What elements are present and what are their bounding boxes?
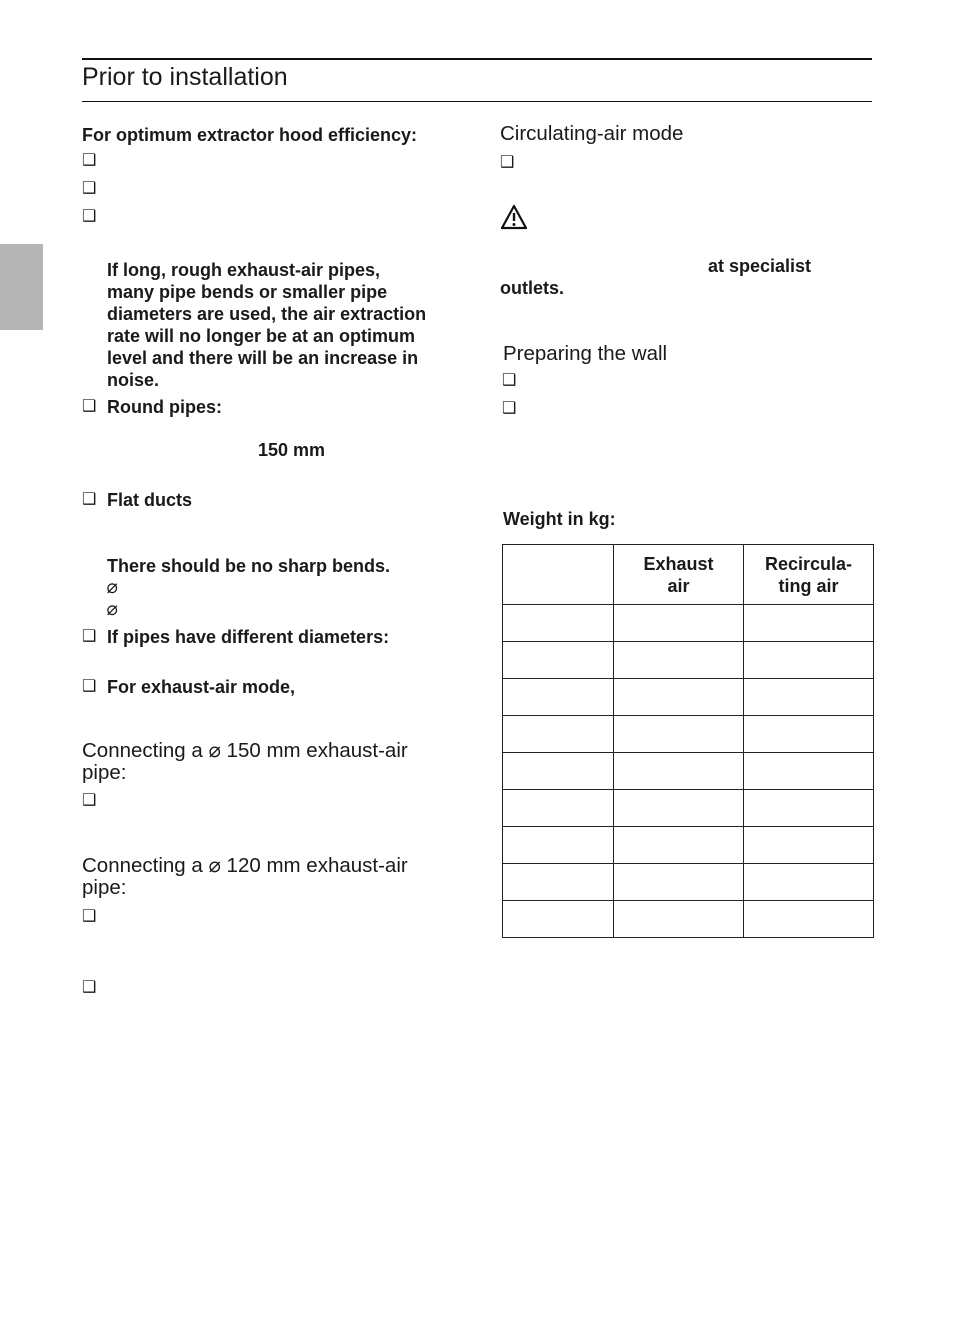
table-cell bbox=[503, 642, 614, 679]
table-header-blank bbox=[503, 545, 614, 605]
table-row bbox=[503, 901, 874, 938]
table-row bbox=[503, 753, 874, 790]
diameter-symbol: ⌀ bbox=[106, 577, 118, 598]
table-cell bbox=[744, 753, 874, 790]
heading-line: Connecting a ⌀ 120 mm exhaust-air bbox=[82, 854, 408, 877]
paragraph-line: If long, rough exhaust-air pipes, bbox=[107, 260, 381, 280]
table-cell bbox=[503, 864, 614, 901]
header-line: air bbox=[667, 575, 690, 596]
table-cell bbox=[614, 864, 744, 901]
checkbox-icon: ❑ bbox=[82, 908, 97, 925]
table-cell bbox=[744, 864, 874, 901]
table-cell bbox=[614, 605, 744, 642]
table-cell bbox=[744, 790, 874, 827]
outlets-text: outlets. bbox=[500, 278, 565, 298]
heading-line: pipe: bbox=[82, 761, 127, 784]
table-row bbox=[503, 827, 874, 864]
checkbox-icon: ❑ bbox=[82, 491, 97, 508]
heading-line: pipe: bbox=[82, 876, 127, 899]
table-row bbox=[503, 790, 874, 827]
checkbox-icon: ❑ bbox=[82, 152, 97, 169]
no-sharp-bends-text: There should be no sharp bends. bbox=[107, 556, 391, 576]
table-cell bbox=[744, 827, 874, 864]
header-line: Recircula- bbox=[764, 553, 853, 574]
table-cell bbox=[614, 642, 744, 679]
round-pipes-label: Round pipes: bbox=[107, 397, 222, 417]
table-row bbox=[503, 605, 874, 642]
heading-preparing-wall: Preparing the wall bbox=[503, 342, 668, 365]
checkbox-icon: ❑ bbox=[82, 979, 97, 996]
paragraph-line: noise. bbox=[107, 370, 160, 390]
intro-text: For optimum extractor hood efficiency: bbox=[82, 125, 418, 145]
table-cell bbox=[503, 605, 614, 642]
exhaust-mode-text: For exhaust-air mode, bbox=[107, 677, 296, 697]
table-header-exhaust bbox=[614, 545, 744, 605]
table-cell bbox=[744, 716, 874, 753]
heading-connect-150 bbox=[82, 740, 408, 784]
checkbox-icon: ❑ bbox=[82, 678, 97, 695]
size-150-label: 150 mm bbox=[258, 440, 326, 460]
specialist-text: at specialist bbox=[708, 256, 812, 276]
table-cell bbox=[744, 679, 874, 716]
checkbox-icon: ❑ bbox=[502, 400, 517, 417]
paragraph-line: many pipe bends or smaller pipe bbox=[107, 282, 388, 302]
checkbox-icon: ❑ bbox=[500, 154, 515, 171]
table-cell bbox=[503, 790, 614, 827]
table-header-recirculating bbox=[744, 545, 874, 605]
section-tab bbox=[0, 244, 43, 330]
heading-circulating-air: Circulating-air mode bbox=[500, 122, 684, 145]
checkbox-icon: ❑ bbox=[502, 372, 517, 389]
different-diameters-text: If pipes have different diameters: bbox=[107, 627, 390, 647]
table-row bbox=[503, 864, 874, 901]
heading-line: Connecting a ⌀ 150 mm exhaust-air bbox=[82, 739, 408, 762]
pipe-paragraph bbox=[107, 259, 457, 391]
table-cell bbox=[744, 642, 874, 679]
paragraph-line: diameters are used, the air extraction bbox=[107, 304, 427, 324]
header-line: Exhaust bbox=[643, 553, 714, 574]
table-cell bbox=[503, 679, 614, 716]
table-cell bbox=[744, 605, 874, 642]
table-cell bbox=[503, 753, 614, 790]
title-rule bbox=[82, 101, 872, 102]
diameter-symbol: ⌀ bbox=[106, 599, 118, 620]
table-cell bbox=[614, 679, 744, 716]
table-cell bbox=[614, 790, 744, 827]
checkbox-icon: ❑ bbox=[82, 398, 97, 415]
checkbox-icon: ❑ bbox=[82, 628, 97, 645]
checkbox-icon: ❑ bbox=[82, 180, 97, 197]
weight-label: Weight in kg: bbox=[503, 509, 616, 529]
weight-table bbox=[502, 544, 874, 938]
table-cell bbox=[503, 827, 614, 864]
table-cell bbox=[614, 827, 744, 864]
table-header-row bbox=[503, 545, 874, 605]
paragraph-line: level and there will be an increase in bbox=[107, 348, 419, 368]
paragraph-line: rate will no longer be at an optimum bbox=[107, 326, 416, 346]
table-cell bbox=[503, 901, 614, 938]
heading-connect-120 bbox=[82, 855, 408, 899]
table-cell bbox=[503, 716, 614, 753]
header-line: ting air bbox=[778, 575, 839, 596]
page-title: Prior to installation bbox=[82, 63, 288, 91]
checkbox-icon: ❑ bbox=[82, 792, 97, 809]
table-cell bbox=[614, 716, 744, 753]
table-cell bbox=[614, 753, 744, 790]
table-cell bbox=[614, 901, 744, 938]
table-row bbox=[503, 642, 874, 679]
warning-triangle-icon bbox=[500, 204, 528, 230]
table-row bbox=[503, 679, 874, 716]
table-cell bbox=[744, 901, 874, 938]
flat-ducts-label: Flat ducts bbox=[107, 490, 193, 510]
top-rule bbox=[82, 58, 872, 60]
table-row bbox=[503, 716, 874, 753]
checkbox-icon: ❑ bbox=[82, 208, 97, 225]
